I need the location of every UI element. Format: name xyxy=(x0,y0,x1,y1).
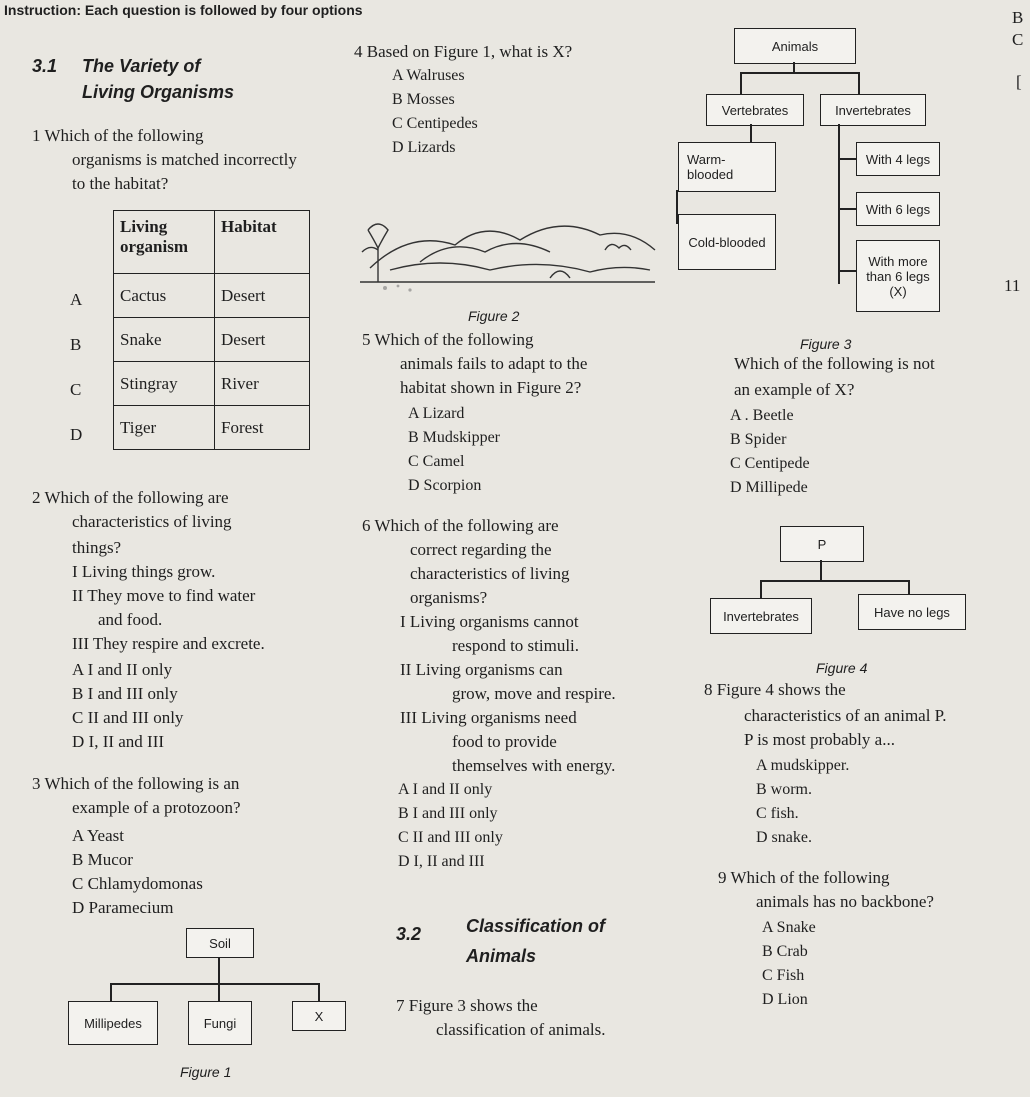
answer-option[interactable]: C II and III only xyxy=(72,708,184,727)
question-text: 7 Figure 3 shows the xyxy=(396,996,538,1015)
statement: I Living things grow. xyxy=(72,562,216,581)
statement: food to provide xyxy=(452,732,557,751)
statement: III They respire and excrete. xyxy=(72,634,265,653)
figure3-box-6-legs: With 6 legs xyxy=(856,192,940,226)
answer-option[interactable]: D Scorpion xyxy=(408,477,482,494)
statement: III Living organisms need xyxy=(400,708,577,727)
question-text: animals fails to adapt to the xyxy=(400,354,588,373)
answer-option[interactable]: A Walruses xyxy=(392,67,465,84)
figure3-box-animals: Animals xyxy=(734,28,856,64)
answer-option[interactable]: D I, II and III xyxy=(72,732,165,751)
answer-option[interactable]: C Centipedes xyxy=(392,115,478,132)
table-cell: River xyxy=(215,362,310,406)
figure-caption: Figure 4 xyxy=(816,660,868,676)
answer-option[interactable]: A I and II only xyxy=(72,660,173,679)
margin-mark: B xyxy=(1012,8,1024,27)
answer-option[interactable]: B I and III only xyxy=(398,805,498,822)
option-label: D xyxy=(70,425,83,444)
question-text: things? xyxy=(72,538,122,557)
figure4-box-no-legs: Have no legs xyxy=(858,594,966,630)
answer-option[interactable]: C fish. xyxy=(756,805,799,822)
figure1-box-fungi: Fungi xyxy=(188,1001,252,1045)
answer-option[interactable]: B Mosses xyxy=(392,91,455,108)
question-text: characteristics of an animal P. xyxy=(744,706,947,725)
tree-connector xyxy=(820,560,822,580)
answer-option[interactable]: B Crab xyxy=(762,943,808,960)
table-cell: Forest xyxy=(215,406,310,450)
figure3-box-more-legs: With more than 6 legs (X) xyxy=(856,240,940,312)
question-text: to the habitat? xyxy=(72,174,169,193)
tree-connector xyxy=(858,72,860,94)
table-cell: Stingray xyxy=(114,362,215,406)
tree-connector xyxy=(760,580,910,582)
figure-caption: Figure 2 xyxy=(468,308,520,324)
question-text: Which of the following is not xyxy=(734,354,935,373)
statement: II They move to find water xyxy=(72,586,256,605)
habitat-table xyxy=(113,210,310,450)
tree-connector xyxy=(838,158,856,160)
option-label: C xyxy=(70,380,82,399)
answer-option[interactable]: D Millipede xyxy=(730,479,808,496)
margin-mark: C xyxy=(1012,30,1024,49)
section-title: The Variety of xyxy=(82,56,201,76)
statement: themselves with energy. xyxy=(452,756,616,775)
figure3-box-warm-blooded: Warm- blooded xyxy=(678,142,776,192)
question-text: 9 Which of the following xyxy=(718,868,890,887)
answer-option[interactable]: B worm. xyxy=(756,781,812,798)
answer-option[interactable]: A I and II only xyxy=(398,781,493,798)
answer-option[interactable]: A Lizard xyxy=(408,405,465,422)
question-text: 1 Which of the following xyxy=(32,126,204,145)
answer-option[interactable]: B Mucor xyxy=(72,850,133,869)
question-text: 5 Which of the following xyxy=(362,330,534,349)
section-title: Classification of xyxy=(466,916,606,936)
tree-connector xyxy=(793,62,795,72)
tree-connector xyxy=(318,983,320,1001)
question-text: animals has no backbone? xyxy=(756,892,934,911)
answer-option[interactable]: C Camel xyxy=(408,453,465,470)
answer-option[interactable]: C Chlamydomonas xyxy=(72,874,203,893)
table-cell: Desert xyxy=(215,318,310,362)
tree-connector xyxy=(740,72,742,94)
figure-caption: Figure 3 xyxy=(800,336,852,352)
question-text: 2 Which of the following are xyxy=(32,488,229,507)
answer-option[interactable]: C Fish xyxy=(762,967,805,984)
figure3-box-invertebrates: Invertebrates xyxy=(820,94,926,126)
table-cell: Cactus xyxy=(114,274,215,318)
figure-caption: Figure 1 xyxy=(180,1064,232,1080)
table-header: Habitat xyxy=(215,211,310,274)
answer-option[interactable]: D Paramecium xyxy=(72,898,174,917)
table-row xyxy=(114,406,310,450)
figure4-box-p: P xyxy=(780,526,864,562)
figure1-box-soil: Soil xyxy=(186,928,254,958)
section-number: 3.2 xyxy=(396,924,422,944)
table-cell: Tiger xyxy=(114,406,215,450)
tree-connector xyxy=(110,983,320,985)
question-text: characteristics of living xyxy=(72,512,232,531)
question-text: correct regarding the xyxy=(410,540,552,559)
answer-option[interactable]: C Centipede xyxy=(730,455,810,472)
tree-connector xyxy=(218,983,220,1001)
question-text: 3 Which of the following is an xyxy=(32,774,240,793)
figure1-box-x: X xyxy=(292,1001,346,1031)
tree-connector xyxy=(760,580,762,598)
table-cell: Snake xyxy=(114,318,215,362)
question-text: organisms is matched incorrectly xyxy=(72,150,297,169)
answer-option[interactable]: B I and III only xyxy=(72,684,178,703)
option-label: B xyxy=(70,335,82,354)
answer-option[interactable]: C II and III only xyxy=(398,829,503,846)
question-text: 4 Based on Figure 1, what is X? xyxy=(354,42,573,61)
section-number: 3.1 xyxy=(32,56,58,76)
question-text: an example of X? xyxy=(734,380,855,399)
answer-option[interactable]: A . Beetle xyxy=(730,407,794,424)
question-text: habitat shown in Figure 2? xyxy=(400,378,582,397)
instruction-text: Instruction: Each question is followed by four options xyxy=(4,2,363,18)
answer-option[interactable]: A Snake xyxy=(762,919,816,936)
section-title: Living Organisms xyxy=(82,82,235,102)
table-header: Living organism xyxy=(114,211,215,274)
tree-connector xyxy=(838,208,856,210)
statement: I Living organisms cannot xyxy=(400,612,579,631)
tree-connector xyxy=(740,72,860,74)
answer-option[interactable]: B Mudskipper xyxy=(408,429,500,446)
question-text: 8 Figure 4 shows the xyxy=(704,680,846,699)
tree-connector xyxy=(838,270,856,272)
margin-mark: [ xyxy=(1016,72,1022,91)
answer-option[interactable]: D I, II and III xyxy=(398,853,485,870)
figure3-box-4-legs: With 4 legs xyxy=(856,142,940,176)
table-row xyxy=(114,318,310,362)
question-text: P is most probably a... xyxy=(744,730,895,749)
question-text: characteristics of living xyxy=(410,564,570,583)
table-row xyxy=(114,274,310,318)
tree-connector xyxy=(750,124,752,142)
figure1-box-millipedes: Millipedes xyxy=(68,1001,158,1045)
margin-mark: 11 xyxy=(1004,276,1021,295)
statement: respond to stimuli. xyxy=(452,636,580,655)
answer-option[interactable]: D Lizards xyxy=(392,139,456,156)
answer-option[interactable]: D Lion xyxy=(762,991,808,1008)
statement: and food. xyxy=(98,610,163,629)
figure3-box-vertebrates: Vertebrates xyxy=(706,94,804,126)
question-text: classification of animals. xyxy=(436,1020,606,1039)
table-cell: Desert xyxy=(215,274,310,318)
answer-option[interactable]: B Spider xyxy=(730,431,787,448)
statement: II Living organisms can xyxy=(400,660,563,679)
tree-connector xyxy=(838,124,840,284)
section-title: Animals xyxy=(466,946,537,966)
question-text: 6 Which of the following are xyxy=(362,516,559,535)
option-label: A xyxy=(70,290,83,309)
question-text: organisms? xyxy=(410,588,488,607)
figure4-box-invertebrates: Invertebrates xyxy=(710,598,812,634)
statement: grow, move and respire. xyxy=(452,684,616,703)
tree-connector xyxy=(218,957,220,983)
answer-option[interactable]: D snake. xyxy=(756,829,812,846)
figure2-desert-illustration xyxy=(350,190,666,300)
question-text: example of a protozoon? xyxy=(72,798,241,817)
table-row xyxy=(114,362,310,406)
tree-connector xyxy=(110,983,112,1001)
answer-option[interactable]: A Yeast xyxy=(72,826,124,845)
answer-option[interactable]: A mudskipper. xyxy=(756,757,850,774)
figure3-box-cold-blooded: Cold-blooded xyxy=(678,214,776,270)
